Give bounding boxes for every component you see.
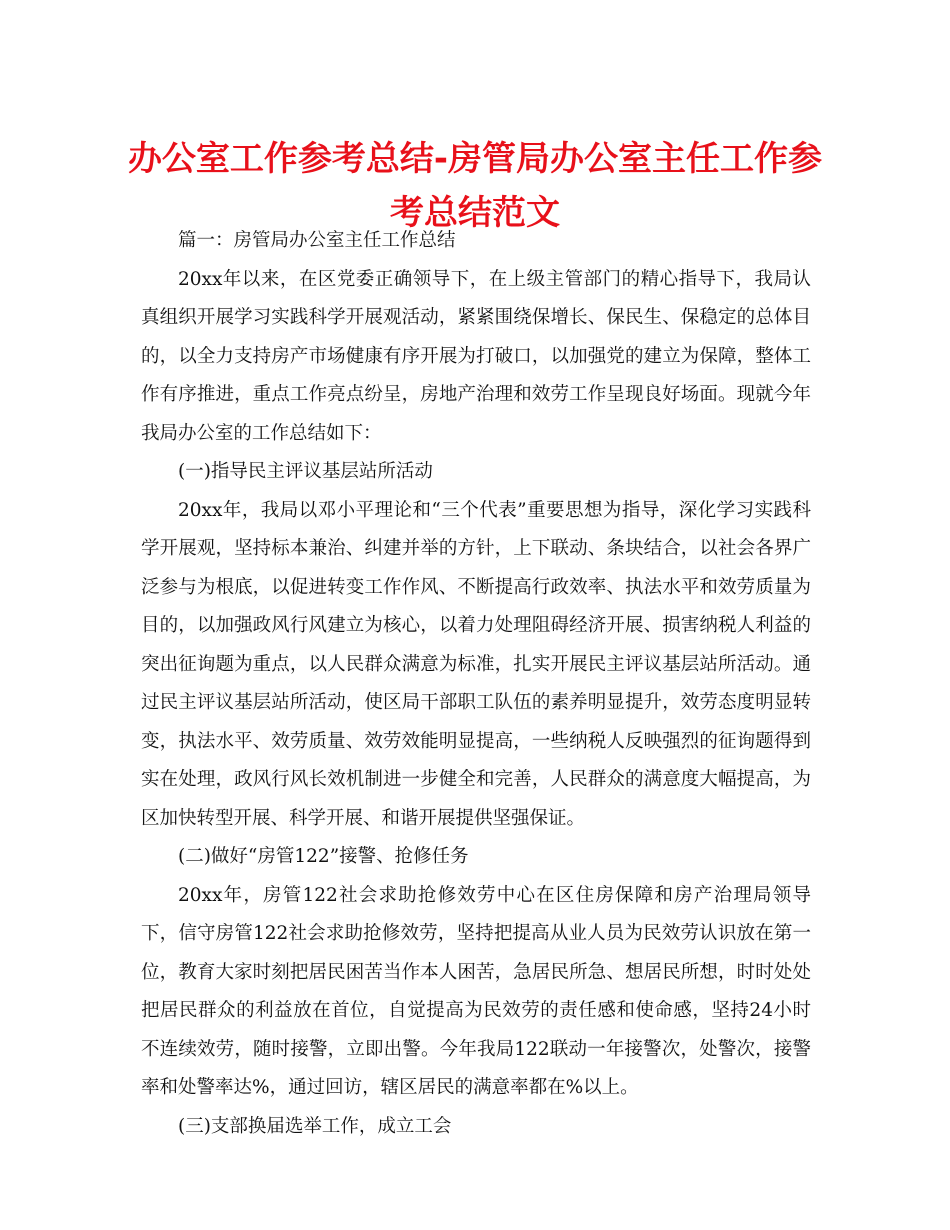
document-body (141, 222, 811, 1146)
section-heading-2: (二)做好“房管122”接警、抢修任务 (178, 846, 469, 867)
paragraph-intro: 20xx年以来，在区党委正确领导下，在上级主管部门的精心指导下，我局认真组织开展学习实践科学开展观活动，紧紧围绕保增长、保民生、保稳定的总体目的，以全力支持房产市场健康有序开展为打破口，以加强党的建立为保障，整体工作有序推进，重点工作亮点纷呈，房地产治理和效劳工作呈现良好场面。现就今年我局办公室的工作总结如下： (141, 268, 811, 444)
section-heading-part-one: 篇一：房管局办公室主任工作总结 (178, 230, 456, 251)
section-heading-1: (一)指导民主评议基层站所活动 (178, 461, 433, 482)
paragraph-section-2: 20xx年，房管122社会求助抢修效劳中心在区住房保障和房产治理局领导下，信守房管122社会求助抢修效劳，坚持把提高从业人员为民效劳认识放在第一位，教育大家时刻把居民困苦当作本人困苦，急居民所急、想居民所想，时时处处把居民群众的利益放在首位，自觉提高为民效劳的责任感和使命感，坚持24小时不连续效劳，随时接警，立即出警。今年我局122联动一年接警次，处警次，接警率和处警率达%，通过回访，辖区居民的满意率都在%以上。 (141, 884, 811, 1098)
section-heading-3: (三)支部换届选举工作，成立工会 (178, 1115, 452, 1137)
document-title: 办公室工作参考总结-房管局办公室主任工作参考总结范文 (127, 139, 823, 233)
paragraph-section-1: 20xx年，我局以邓小平理论和“三个代表”重要思想为指导，深化学习实践科学开展观，坚持标本兼治、纠建并举的方针，上下联动、条块结合，以社会各界广泛参与为根底，以促进转变工作作风、不断提高行政效率、执法水平和效劳质量为目的，以加强政风行风建立为核心，以着力处理阻碍经济开展、损害纳税人利益的突出征询题为重点，以人民群众满意为标准，扎实开展民主评议基层站所活动。通过民主评议基层站所活动，使区局干部职工队伍的素养明显提升，效劳态度明显转变，执法水平、效劳质量、效劳效能明显提高，一些纳税人反映强烈的征询题得到实在处理，政风行风长效机制进一步健全和完善，人民群众的满意度大幅提高，为区加快转型开展、科学开展、和谐开展提供坚强保证。 (141, 499, 811, 829)
